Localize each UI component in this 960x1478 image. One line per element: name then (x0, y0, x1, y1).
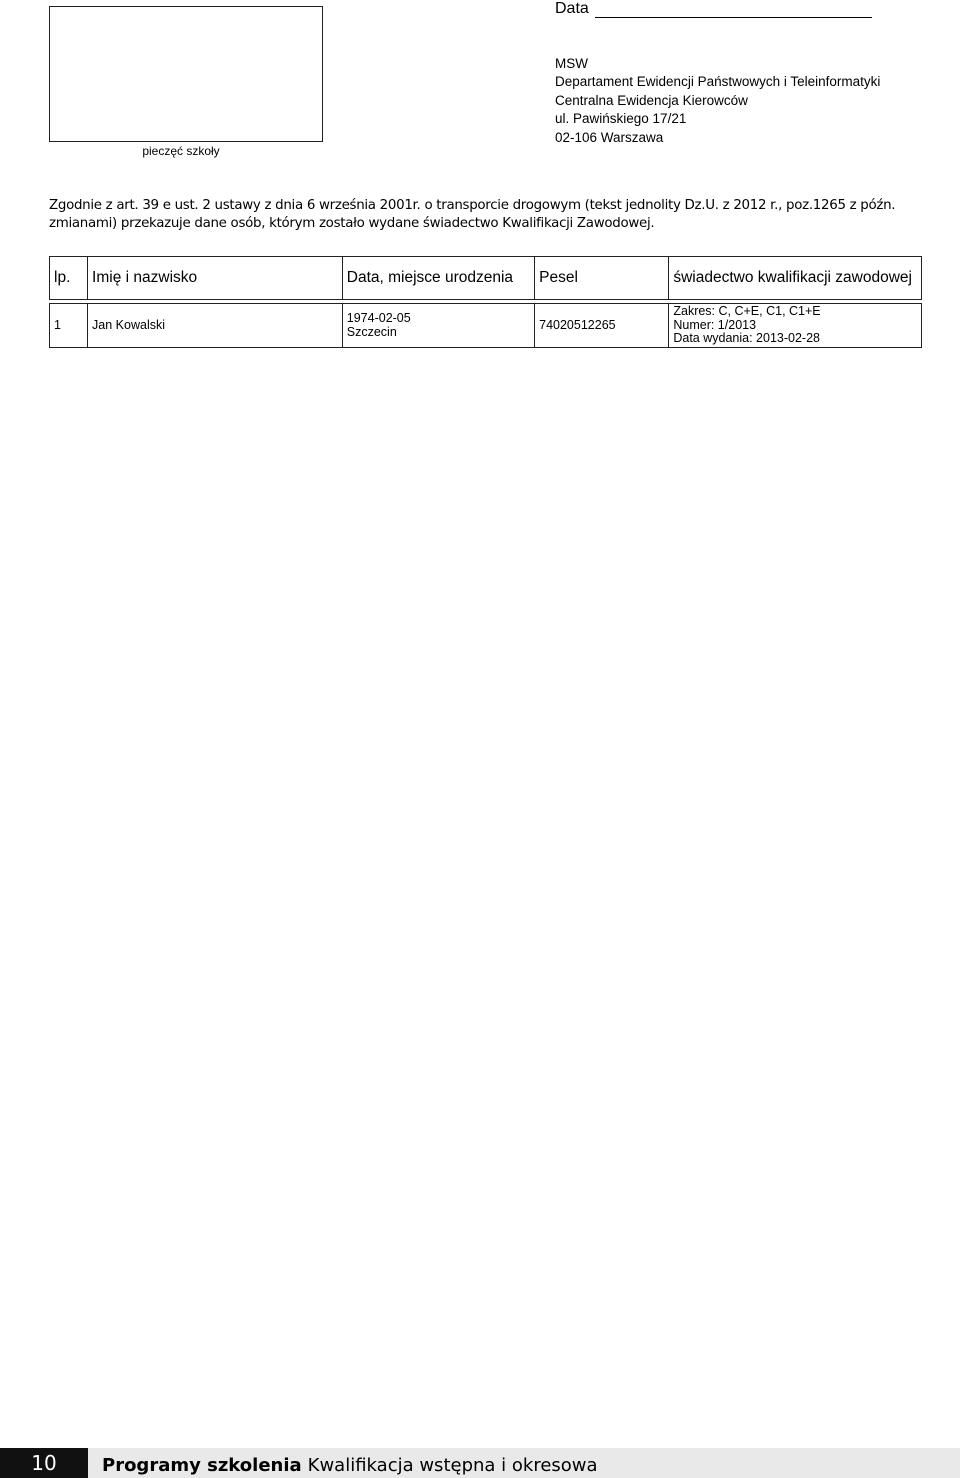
cert-scope: Zakres: C, C+E, C1, C1+E (673, 304, 821, 319)
footer-title (88, 1448, 960, 1478)
date-line (595, 3, 872, 18)
recipient-address (555, 55, 880, 147)
cell-birth (342, 304, 534, 348)
header-birth: Data, miejsce urodzenia (342, 257, 534, 300)
table-header-row (50, 257, 922, 300)
cert-number: Numer: 1/2013 (673, 317, 757, 332)
cert-issue-date: Data wydania: 2013-02-28 (673, 331, 820, 346)
cell-birth-date: 1974-02-05 (346, 311, 411, 325)
address-line: Departament Ewidencji Państwowych i Teleinformatyki (555, 74, 881, 90)
page-footer (0, 1448, 960, 1478)
cell-name: Jan Kowalski (88, 304, 343, 348)
date-label: Data (555, 0, 589, 17)
cell-pesel: 74020512265 (535, 304, 669, 348)
address-line: 02-106 Warszawa (555, 129, 664, 145)
address-line: ul. Pawińskiego 17/21 (555, 111, 687, 127)
header-name: Imię i nazwisko (88, 257, 343, 300)
date-field (555, 0, 872, 18)
address-line: Centralna Ewidencja Kierowców (555, 92, 748, 108)
address-line: MSW (555, 56, 588, 71)
footer-title-bold: Programy szkolenia (102, 1455, 302, 1476)
page-number: 10 (0, 1448, 88, 1478)
table-body (49, 303, 922, 348)
intro-paragraph: Zgodnie z art. 39 e ust. 2 ustawy z dnia 6 września 2001r. o transporcie drogowym (tekst jednolity Dz.U. z 2012 r., poz.1265 z późn. zmianami) przekazuje dane osób, którym zostało wydane świadectwo Kwalifikacji Zawodowej. (49, 198, 896, 231)
cell-certificate (669, 304, 922, 348)
school-stamp-box (49, 6, 323, 142)
cell-lp: 1 (50, 304, 88, 348)
header-certificate: świadectwo kwalifikacji zawodowej (669, 257, 922, 300)
table-header (49, 256, 922, 300)
header-lp: lp. (50, 257, 88, 300)
footer-title-rest: Kwalifikacja wstępna i okresowa (307, 1455, 598, 1476)
stamp-label: pieczęć szkoły (142, 144, 220, 158)
header-pesel: Pesel (535, 257, 669, 300)
table-row (50, 304, 922, 348)
cell-birth-place: Szczecin (346, 324, 397, 339)
